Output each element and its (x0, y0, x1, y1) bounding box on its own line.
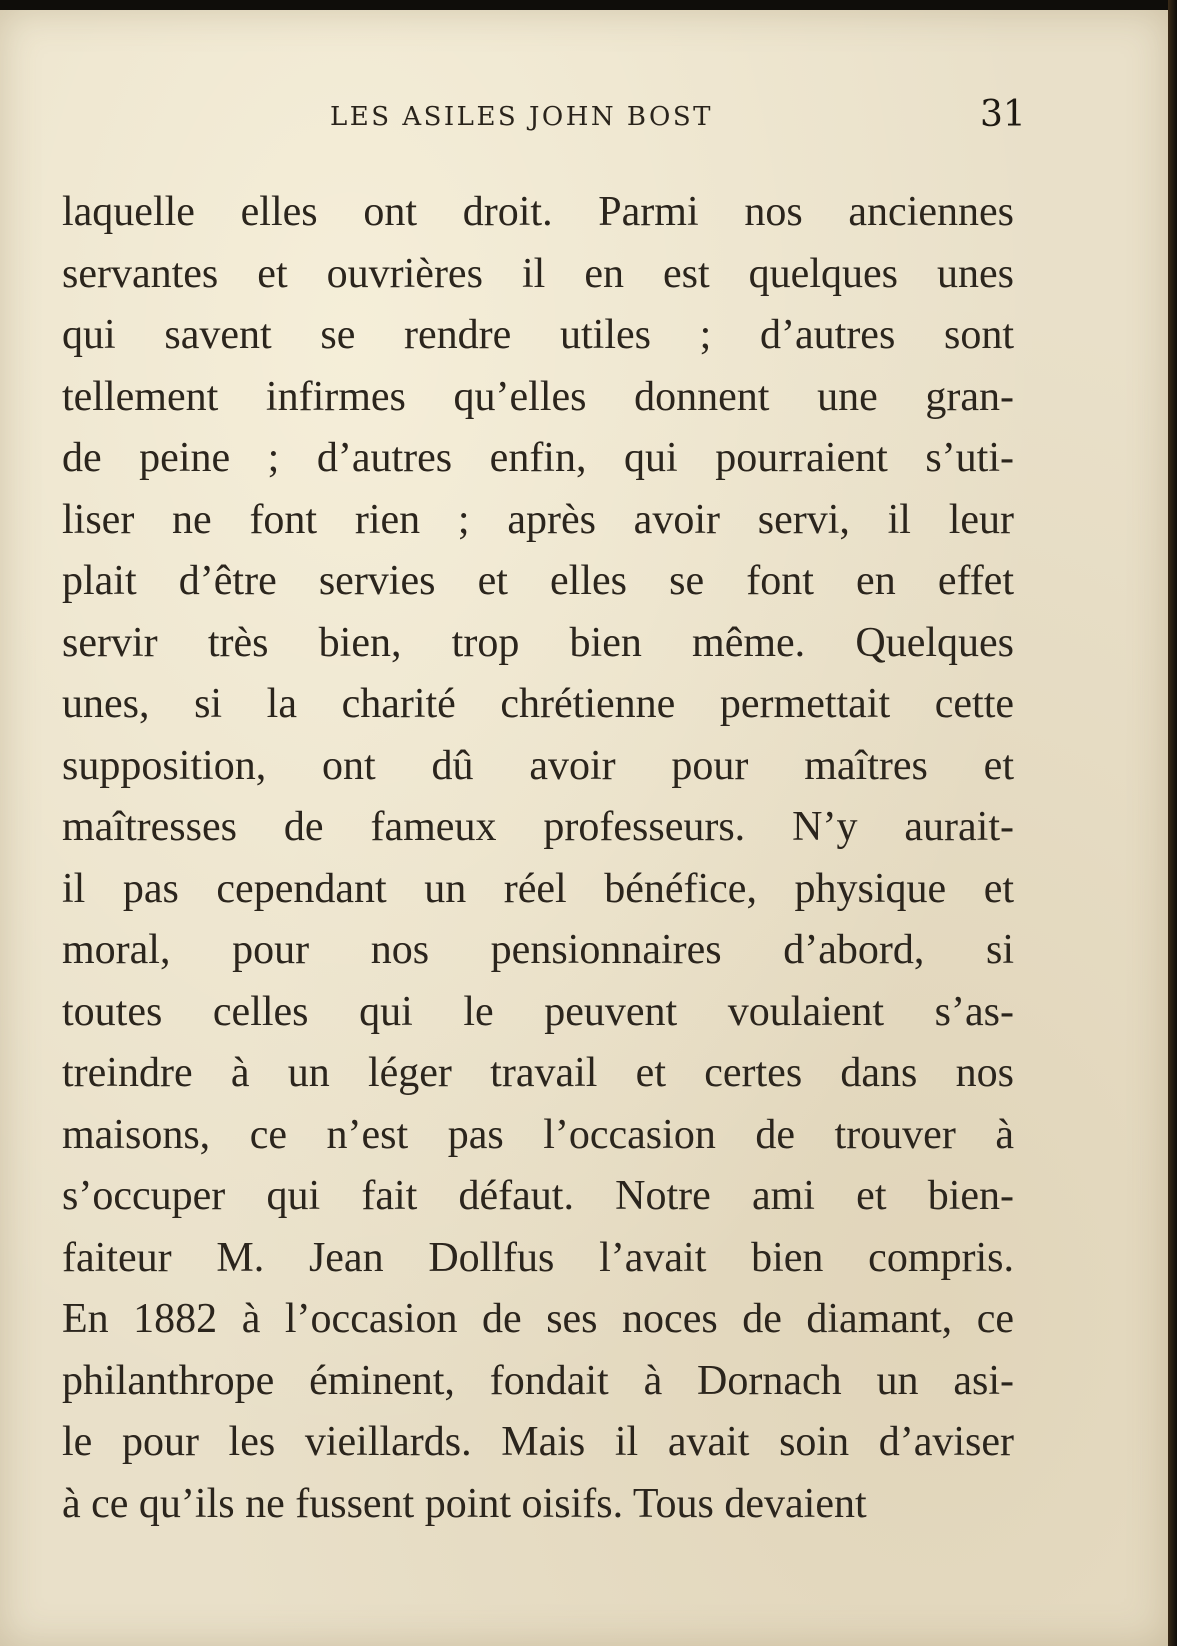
page-edge-shadow (1168, 0, 1177, 1646)
text-line: qui savent se rendre utiles ; d’autres sont (62, 312, 1014, 358)
text-line: s’occuper qui fait défaut. Notre ami et bien- (62, 1173, 1014, 1219)
text-line: En 1882 à l’occasion de ses noces de diamant, ce (62, 1296, 1014, 1342)
text-line: servantes et ouvrières il en est quelques unes (62, 250, 1014, 297)
text-line: philanthrope éminent, fondait à Dornach un asi- (62, 1357, 1014, 1404)
text-line: tellement infirmes qu’elles donnent une gran- (62, 373, 1014, 420)
text-line: unes, si la charité chrétienne permettait cette (62, 681, 1014, 727)
text-line: maîtresses de fameux professeurs. N’y aurait- (62, 804, 1014, 850)
text-line: moral, pour nos pensionnaires d’abord, si (62, 927, 1014, 973)
text-line: plait d’être servies et elles se font en effet (62, 558, 1014, 604)
text-line: maisons, ce n’est pas l’occasion de trouver à (62, 1111, 1014, 1158)
text-line: treindre à un léger travail et certes dans nos (62, 1050, 1014, 1096)
running-head: LES ASILES JOHN BOST (330, 102, 713, 132)
book-page (0, 10, 1168, 1646)
text-line: liser ne font rien ; après avoir servi, il leur (62, 496, 1014, 543)
text-line: supposition, ont dû avoir pour maîtres et (62, 742, 1014, 789)
text-line: servir très bien, trop bien même. Quelques (62, 619, 1014, 666)
text-line: à ce qu’ils ne fussent point oisifs. Tous devaient (62, 1480, 867, 1527)
text-line: faiteur M. Jean Dollfus l’avait bien compris. (62, 1234, 1014, 1281)
body-text (62, 182, 1014, 1535)
text-line: toutes celles qui le peuvent voulaient s’as- (62, 988, 1014, 1035)
text-line: il pas cependant un réel bénéfice, physique et (62, 865, 1014, 912)
text-line: de peine ; d’autres enfin, qui pourraient s’uti- (62, 435, 1014, 481)
page-number: 31 (980, 94, 1026, 135)
text-line: laquelle elles ont droit. Parmi nos anciennes (62, 189, 1014, 235)
text-line: le pour les vieillards. Mais il avait soin d’aviser (62, 1419, 1014, 1465)
